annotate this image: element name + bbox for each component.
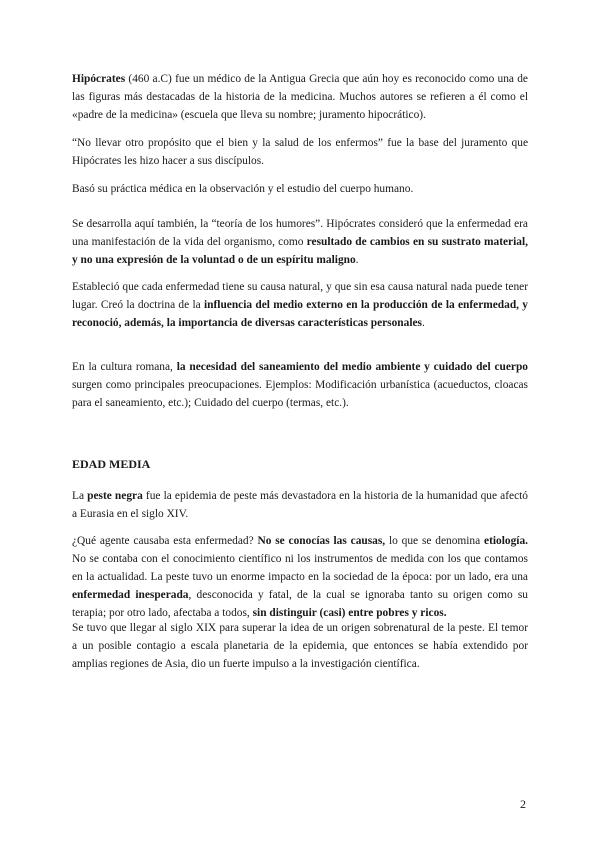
bold-text: etiología.	[484, 535, 528, 547]
paragraph-juramento	[72, 134, 528, 170]
bold-text: Hipócrates	[72, 73, 126, 85]
bold-text: enfermedad inesperada	[72, 589, 189, 601]
text-run: fue la epidemia de peste más devastadora en la historia de la humanidad que afectó a Eurasia en el siglo XIV.	[72, 490, 528, 520]
text-run: surgen como principales preocupaciones. Ejemplos: Modificación urbanística (acueductos, cloacas para el saneamiento, etc.); Cuidado del cuerpo (termas, etc.).	[72, 379, 528, 409]
paragraph-practica	[72, 180, 528, 198]
paragraph-causa-natural	[72, 278, 528, 332]
text-run: Se desarrolla aquí también, la “teoría de los humores”. Hipócrates consideró que la enfermedad era una manifestación de la vida del organismo, como	[72, 218, 528, 248]
paragraph-peste-negra	[72, 487, 528, 523]
bold-text: resultado de cambios en su sustrato material, y no una expresión de la voluntad o de un espíritu maligno	[72, 236, 528, 266]
bold-text: sin distinguir (casi) entre pobres y ricos.	[252, 607, 447, 619]
paragraph-etiologia	[72, 532, 528, 622]
text-run: “No llevar otro propósito que el bien y la salud de los enfermos” fue la base del juramento que Hipócrates les hizo hacer a sus discípulos.	[72, 137, 528, 167]
text-run: No se contaba con el conocimiento científico ni los instrumentos de medida con los que contamos en la actualidad. La peste tuvo un enorme impacto en la sociedad de la época: por un lado, era una	[72, 553, 528, 583]
text-run: En la cultura romana,	[72, 361, 177, 373]
text-run: (460 a.C) fue un médico de la Antigua Grecia que aún hoy es reconocido como una de las figuras más destacadas de la historia de la medicina. Muchos autores se refieren a él como el «padre de la medicina» (escuela que lleva su nombre; juramento hipocrático).	[72, 73, 528, 121]
text-run: Se tuvo que llegar al siglo XIX para superar la idea de un origen sobrenatural de la peste. El temor a un posible contagio a escala planetaria de la epidemia, que entonces se había extendido por amplias regiones de Asia, dio un fuerte impulso a la investigación científica.	[72, 622, 528, 670]
text-run: , desconocida y fatal, de la cual se ignoraba tanto su origen como su terapia; por otro lado, afectaba a todos,	[72, 589, 528, 619]
bold-text: No se conocías las causas,	[257, 535, 386, 547]
section-heading: EDAD MEDIA	[72, 457, 151, 471]
paragraph-siglo-xix	[72, 619, 528, 673]
paragraph-hipocrates	[72, 70, 528, 124]
bold-text: peste negra	[87, 490, 143, 502]
bold-text: la necesidad del saneamiento del medio ambiente y cuidado del cuerpo	[176, 361, 528, 373]
text-run: .	[355, 254, 359, 266]
paragraph-cultura-romana	[72, 358, 528, 412]
text-run: Estableció que cada enfermedad tiene su causa natural, y que sin esa causa natural nada puede tener lugar. Creó la doctrina de la	[72, 281, 528, 311]
bold-text: influencia del medio externo en la producción de la enfermedad, y reconoció, además, la importancia de diversas características personales	[72, 299, 528, 329]
text-run: Basó su práctica médica en la observación y el estudio del cuerpo humano.	[72, 183, 414, 195]
text-run: La	[72, 490, 88, 502]
paragraph-humores	[72, 215, 528, 269]
page-number: 2	[520, 797, 526, 811]
text-run: ¿Qué agente causaba esta enfermedad?	[72, 535, 258, 547]
text-run: lo que se denomina	[385, 535, 485, 547]
text-run: .	[422, 317, 425, 329]
